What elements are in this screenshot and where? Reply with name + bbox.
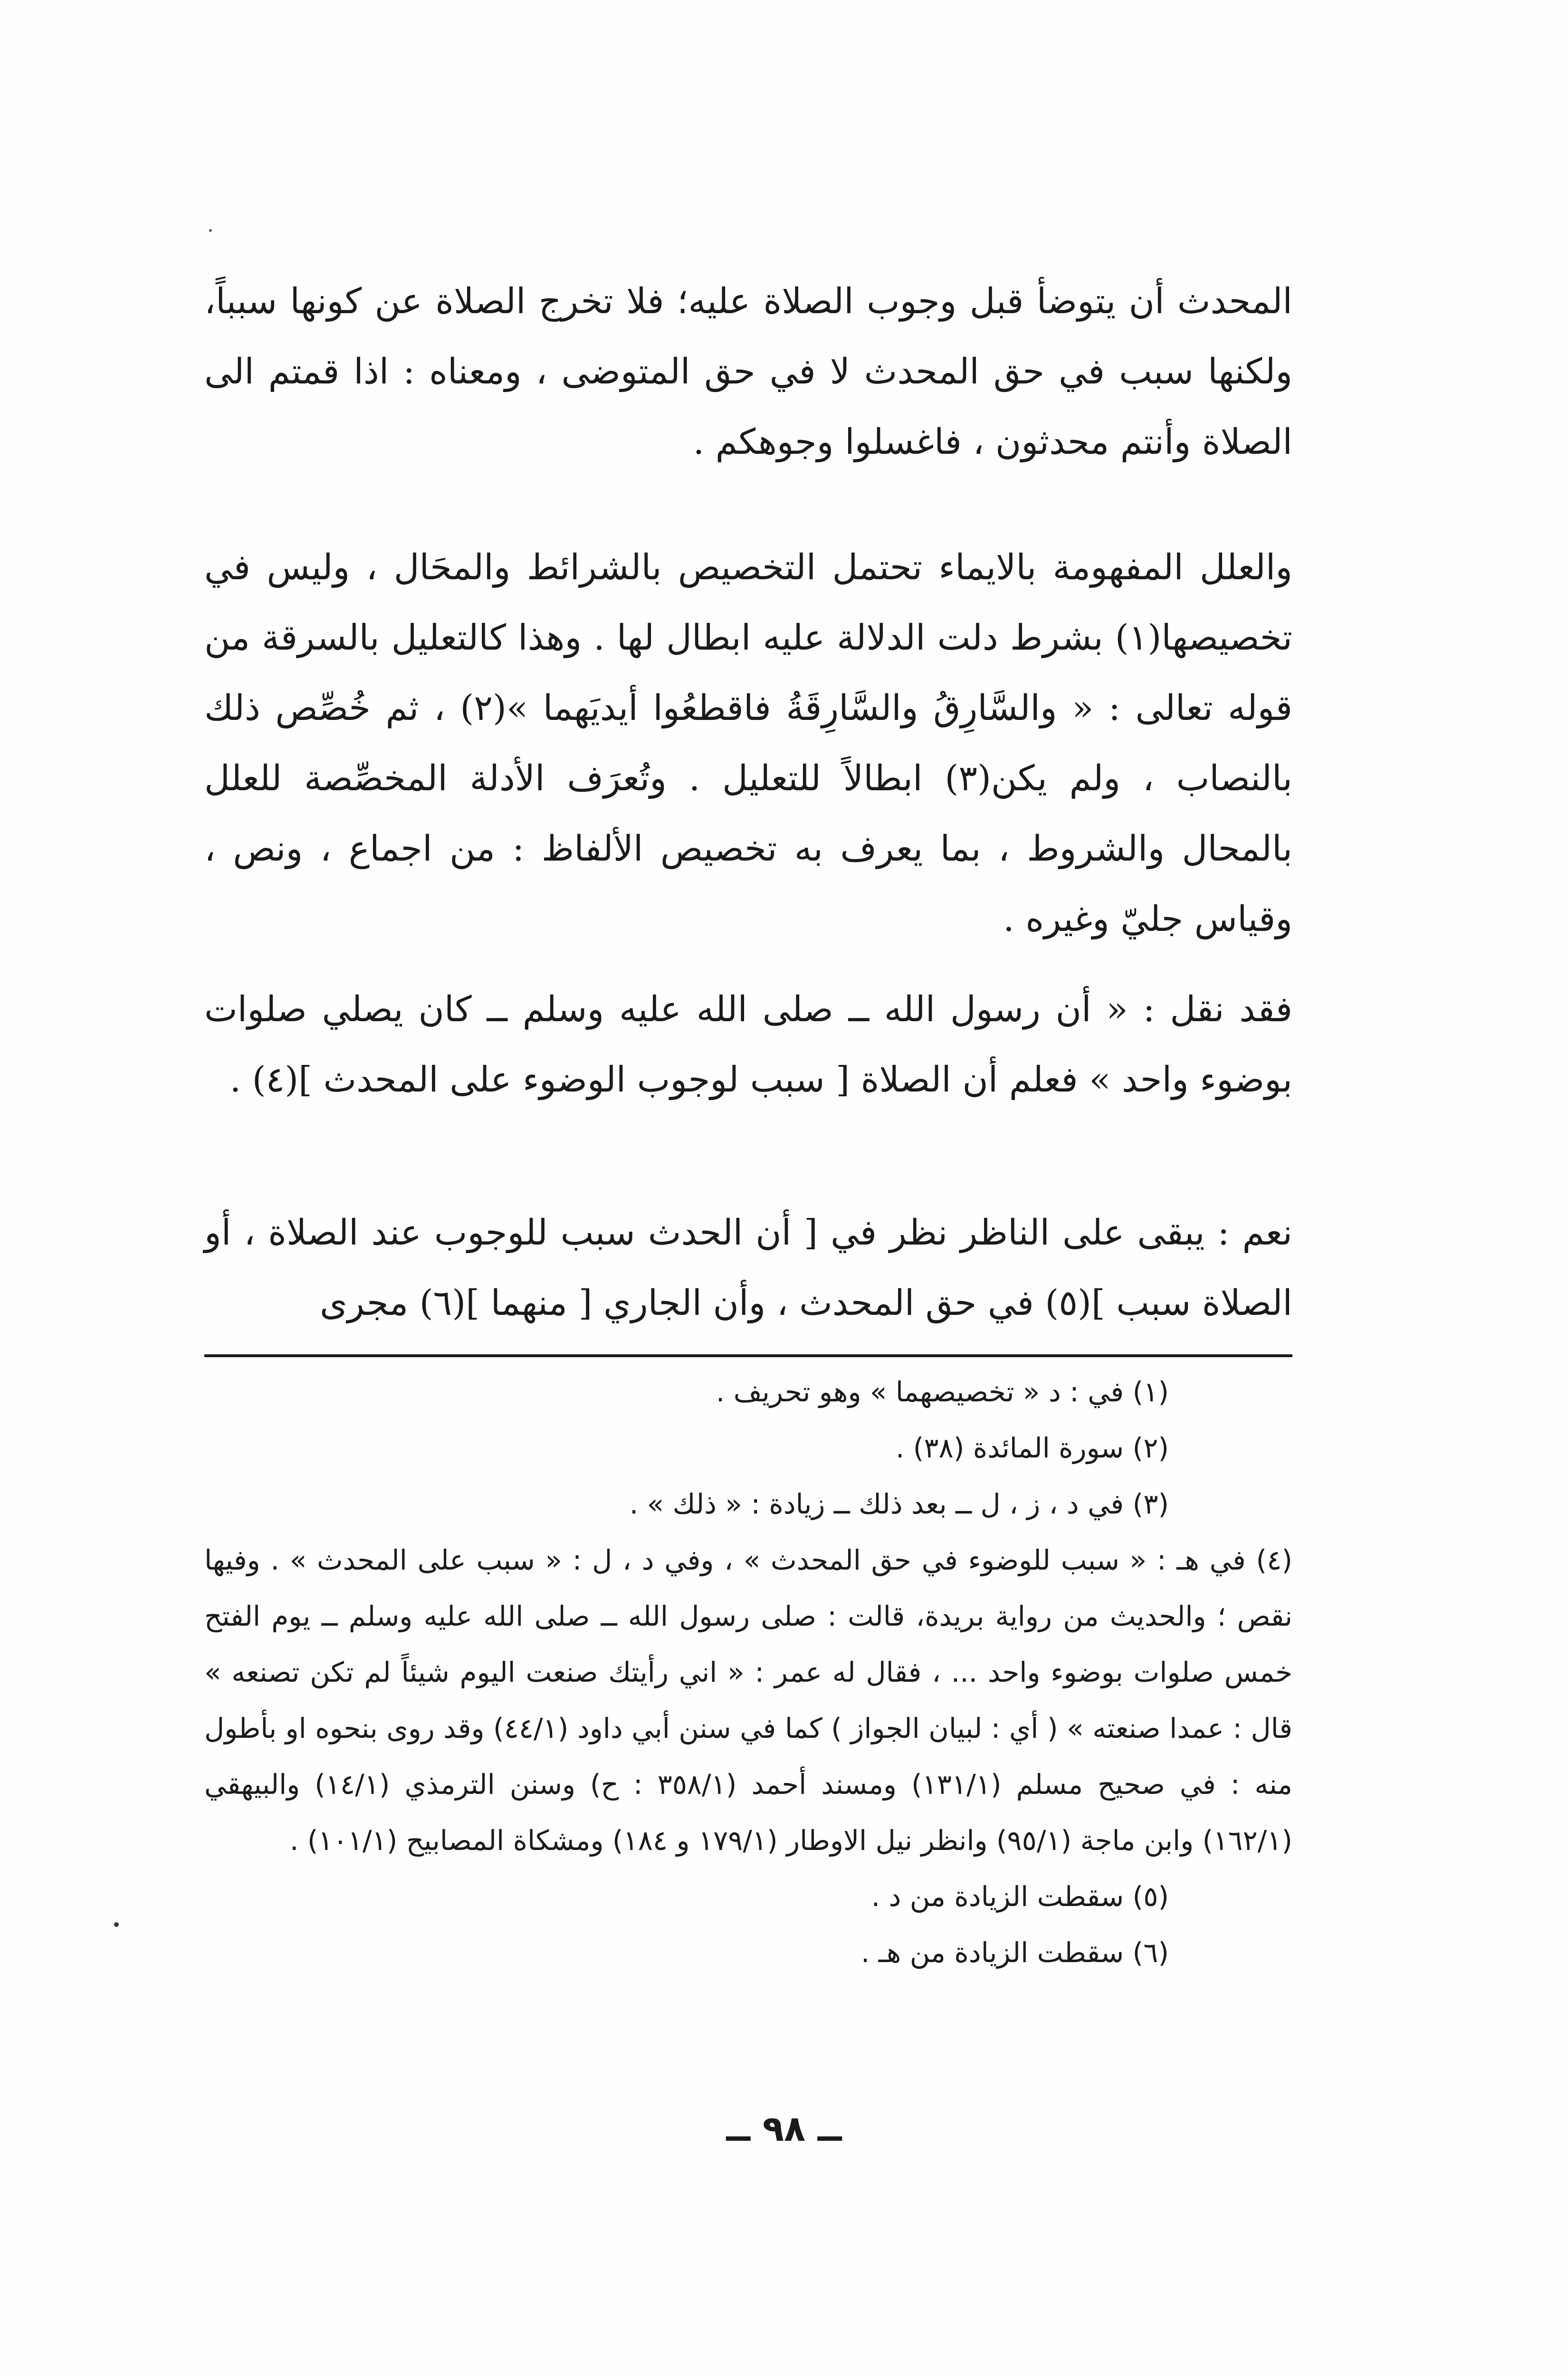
- body-paragraph-4: نعم : يبقى على الناظر نظر في [ أن الحدث سبب للوجوب عند الصلاة ، أو الصلاة سبب ](٥) في حق المحدث ، وأن الجاري [ منهما ](٦) مجرى: [204, 1212, 1292, 1323]
- body-paragraph-3: فقد نقل : « أن رسول الله ــ صلى الله عليه وسلم ــ كان يصلي صلوات بوضوء واحد » فعلم أن الصلاة [ سبب لوجوب الوضوء على المحدث ](٤) .: [204, 989, 1292, 1100]
- body-paragraph-2: والعلل المفهومة بالايماء تحتمل التخصيص بالشرائط والمحَال ، وليس في تخصيصها(١) بشرط دلت الدلالة عليه ابطال لها . وهذا كالتعليل بالسرقة من قوله تعالى : « والسَّارِقُ والسَّارِقَةُ فاقطعُوا أيديَهما »(٢) ، ثم خُصِّص ذلك بالنصاب ، ولم يكن(٣) ابطالاً للتعليل . وتُعرَف الأدلة المخصِّصة للعلل بالمحال والشروط ، بما يعرف به تخصيص الألفاظ : من اجماع ، ونص ، وقياس جليّ وغيره .: [204, 547, 1292, 939]
- footnote-separator: [204, 1354, 1292, 1357]
- footnote-2: (٢) سورة المائدة (٣٨) .: [895, 1432, 1169, 1464]
- footnotes-list: [204, 1364, 1292, 1981]
- scan-speck: [209, 229, 212, 232]
- footnote-5: (٥) سقطت الزيادة من د .: [871, 1880, 1169, 1913]
- body-paragraph-1: المحدث أن يتوضأ قبل وجوب الصلاة عليه؛ فلا تخرج الصلاة عن كونها سبباً، ولكنها سبب في حق المحدث لا في حق المتوضى ، ومعناه : اذا قمتم الى الصلاة وأنتم محدثون ، فاغسلوا وجوهكم .: [204, 281, 1292, 462]
- footnote-3: (٣) في د ، ز ، ل ــ بعد ذلك ــ زيادة : « ذلك » .: [629, 1488, 1169, 1520]
- footnote-4: (٤) في هـ : « سبب للوضوء في حق المحدث » ، وفي د ، ل : « سبب على المحدث » . وفيها نقص ؛ والحديث من رواية بريدة، قالت : صلى رسول الله ــ صلى الله عليه وسلم ــ يوم الفتح خمس صلوات بوضوء واحد ... ، فقال له عمر : « اني رأيتك صنعت اليوم شيئاً لم تكن تصنعه » قال : عمدا صنعته » ( أي : لبيان الجواز ) كما في سنن أبي داود (٤٤/١) وقد روى بنحوه او بأطول منه : في صحيح مسلم (١٣١/١) ومسند أحمد (٣٥٨/١ : ح) وسنن الترمذي (١٤/١) والبيهقي (١٦٢/١) وابن ماجة (٩٥/١) وانظر نيل الاوطار (١٧٩/١ و ١٨٤) ومشكاة المصابيح (١٠١/١) .: [204, 1544, 1293, 1857]
- page-number: ــ ٩٨ ــ: [726, 2108, 842, 2149]
- footnote-6: (٦) سقطت الزيادة من هـ .: [860, 1936, 1169, 1969]
- footnote-1: (١) في : د « تخصيصهما » وهو تحريف .: [716, 1376, 1169, 1408]
- scan-speck: [114, 1922, 119, 1927]
